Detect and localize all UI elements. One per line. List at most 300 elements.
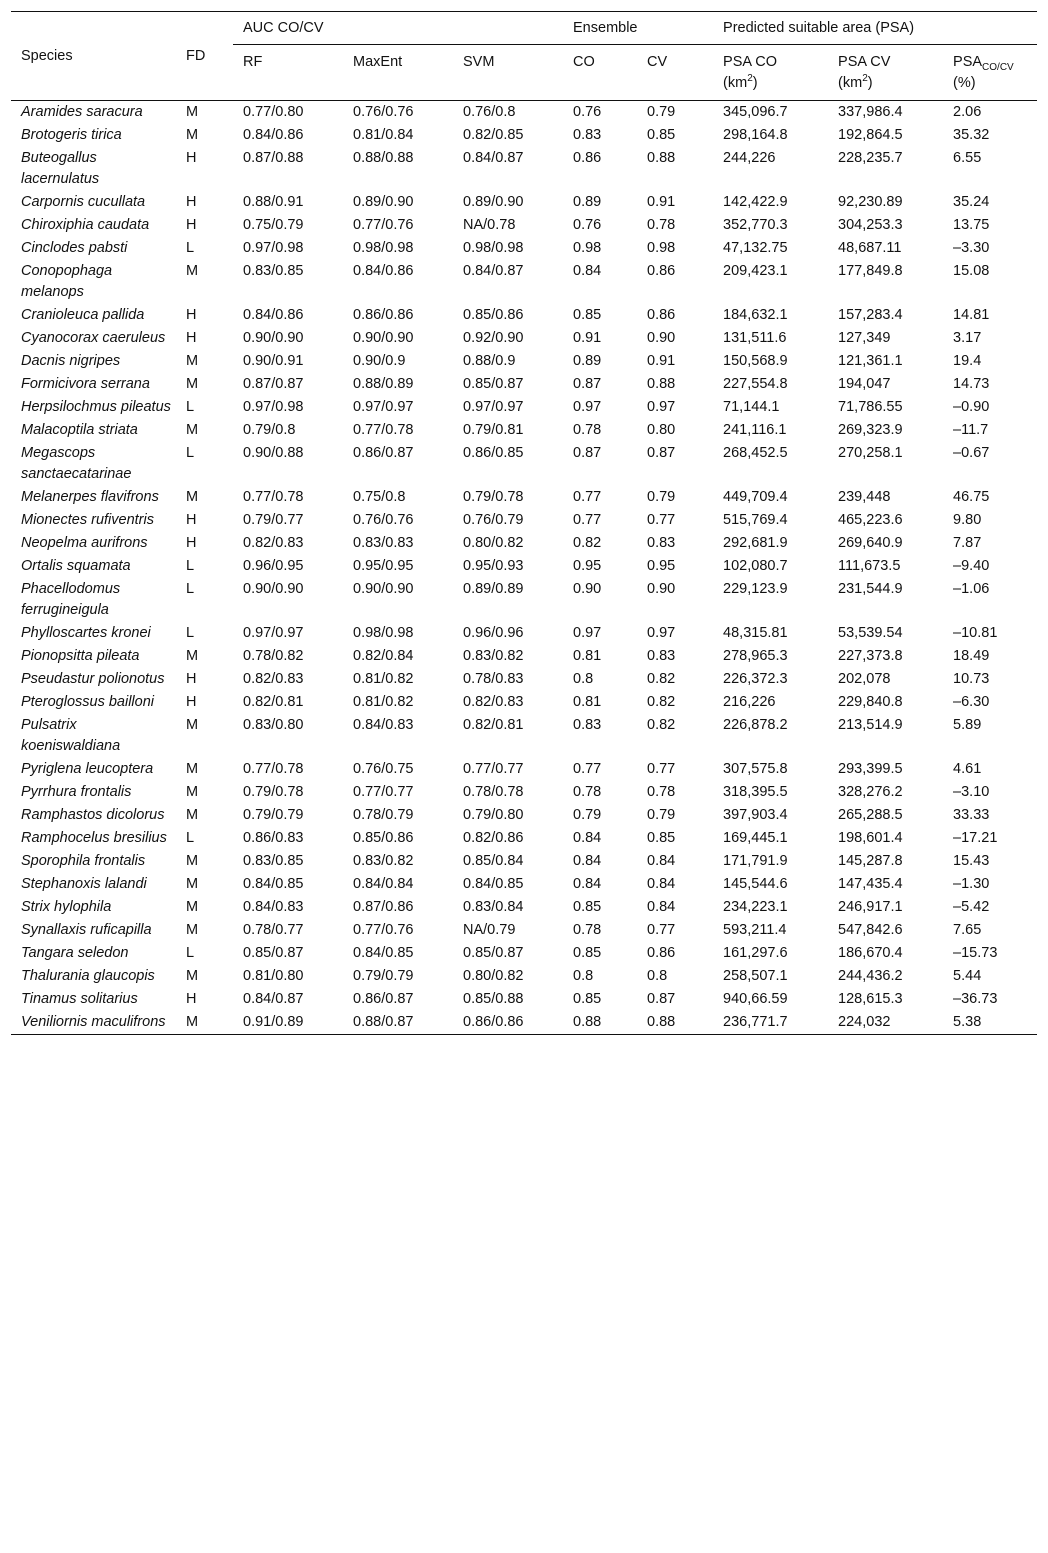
cell-maxent: 0.88/0.89 <box>353 376 414 392</box>
cell-psa-cv: 145,287.8 <box>838 853 903 869</box>
cell-co: 0.97 <box>573 625 602 641</box>
table-row <box>11 260 1037 304</box>
cell-cv: 0.87 <box>647 991 676 1007</box>
cell-fd: H <box>186 671 197 687</box>
cell-cv: 0.79 <box>647 489 676 505</box>
cell-psa-co: 318,395.5 <box>723 784 788 800</box>
cell-psa-co: 161,297.6 <box>723 945 788 961</box>
cell-rf: 0.97/0.98 <box>243 399 304 415</box>
cell-co: 0.77 <box>573 761 602 777</box>
cell-psa-co: 298,164.8 <box>723 127 788 143</box>
cell-psa-co: 169,445.1 <box>723 830 788 846</box>
cell-maxent: 0.84/0.84 <box>353 876 414 892</box>
cell-psa-co: 258,507.1 <box>723 968 788 984</box>
cell-psa-cv: 269,323.9 <box>838 422 903 438</box>
table-row <box>11 691 1037 714</box>
group-header-psa: Predicted suitable area (PSA) <box>713 12 1037 45</box>
cell-psa-pct: 5.38 <box>953 1014 982 1030</box>
cell-maxent: 0.77/0.78 <box>353 422 414 438</box>
cell-fd: H <box>186 150 197 166</box>
cell-svm: 0.76/0.79 <box>463 512 524 528</box>
cell-co: 0.84 <box>573 263 602 279</box>
cell-maxent: 0.76/0.76 <box>353 512 414 528</box>
cell-fd: L <box>186 625 195 641</box>
table-header <box>11 12 1037 101</box>
cell-cv: 0.91 <box>647 353 676 369</box>
col-header-fd: FD <box>186 47 206 64</box>
cell-svm: 0.89/0.89 <box>463 581 524 597</box>
cell-cv: 0.83 <box>647 535 676 551</box>
group-header-auc: AUC CO/CV <box>233 12 563 45</box>
cell-species: Formicivora serrana <box>21 376 150 392</box>
cell-co: 0.82 <box>573 535 602 551</box>
col-header-psa-cv <box>828 45 943 101</box>
cell-svm: 0.82/0.83 <box>463 694 524 710</box>
cell-cv: 0.82 <box>647 694 676 710</box>
cell-rf: 0.84/0.85 <box>243 876 304 892</box>
table-row <box>11 124 1037 147</box>
cell-svm: 0.77/0.77 <box>463 761 524 777</box>
cell-psa-pct: 33.33 <box>953 807 990 823</box>
cell-cv: 0.79 <box>647 104 676 120</box>
cell-psa-co: 307,575.8 <box>723 761 788 777</box>
cell-psa-cv: 111,673.5 <box>838 558 901 574</box>
cell-maxent: 0.88/0.88 <box>353 150 414 166</box>
cell-species: Thalurania glaucopis <box>21 968 155 984</box>
cell-psa-co: 227,554.8 <box>723 376 788 392</box>
cell-psa-pct: –36.73 <box>953 991 998 1007</box>
cell-psa-co: 449,709.4 <box>723 489 788 505</box>
cell-rf: 0.88/0.91 <box>243 194 304 210</box>
cell-svm: NA/0.79 <box>463 922 516 938</box>
cell-fd: L <box>186 581 195 597</box>
cell-psa-cv: 265,288.5 <box>838 807 903 823</box>
table-row <box>11 532 1037 555</box>
cell-fd: H <box>186 535 197 551</box>
cell-rf: 0.96/0.95 <box>243 558 304 574</box>
cell-psa-pct: –1.30 <box>953 876 990 892</box>
cell-cv: 0.77 <box>647 761 676 777</box>
table-row <box>11 850 1037 873</box>
cell-psa-co: 131,511.6 <box>723 330 787 346</box>
col-header-psa-ratio <box>943 45 1037 101</box>
cell-maxent: 0.77/0.76 <box>353 217 414 233</box>
cell-rf: 0.82/0.81 <box>243 694 304 710</box>
cell-svm: 0.85/0.87 <box>463 945 524 961</box>
cell-species: Cinclodes pabsti <box>21 240 128 256</box>
cell-co: 0.8 <box>573 968 594 984</box>
cell-co: 0.97 <box>573 399 602 415</box>
cell-co: 0.86 <box>573 150 602 166</box>
cell-psa-co: 292,681.9 <box>723 535 788 551</box>
cell-species: Pteroglossus bailloni <box>21 694 154 710</box>
cell-psa-cv: 127,349 <box>838 330 891 346</box>
cell-psa-co: 71,144.1 <box>723 399 780 415</box>
cell-species: Chiroxiphia caudata <box>21 217 150 233</box>
cell-psa-co: 278,965.3 <box>723 648 788 664</box>
cell-species: Cyanocorax caeruleus <box>21 330 166 346</box>
cell-svm: 0.84/0.87 <box>463 263 524 279</box>
cell-psa-cv: 239,448 <box>838 489 891 505</box>
cell-fd: M <box>186 104 199 120</box>
cell-fd: M <box>186 922 199 938</box>
cell-cv: 0.77 <box>647 512 676 528</box>
cell-fd: M <box>186 127 199 143</box>
cell-maxent: 0.75/0.8 <box>353 489 406 505</box>
cell-rf: 0.78/0.77 <box>243 922 304 938</box>
table-row <box>11 804 1037 827</box>
cell-cv: 0.83 <box>647 648 676 664</box>
cell-psa-co: 48,315.81 <box>723 625 788 641</box>
cell-fd: L <box>186 558 195 574</box>
table-row <box>11 214 1037 237</box>
cell-psa-cv: 194,047 <box>838 376 891 392</box>
cell-psa-cv: 121,361.1 <box>838 353 903 369</box>
cell-co: 0.84 <box>573 853 602 869</box>
cell-svm: 0.86/0.86 <box>463 1014 524 1030</box>
table-row <box>11 1011 1037 1035</box>
cell-psa-pct: –6.30 <box>953 694 990 710</box>
cell-rf: 0.81/0.80 <box>243 968 304 984</box>
cell-psa-pct: –3.30 <box>953 240 990 256</box>
cell-maxent: 0.90/0.9 <box>353 353 406 369</box>
cell-cv: 0.86 <box>647 263 676 279</box>
cell-psa-cv: 128,615.3 <box>838 991 903 1007</box>
cell-species: Ortalis squamata <box>21 558 131 574</box>
cell-psa-cv: 304,253.3 <box>838 217 903 233</box>
cell-species: Carpornis cucullata <box>21 194 146 210</box>
cell-svm: 0.80/0.82 <box>463 535 524 551</box>
cell-psa-co: 940,66.59 <box>723 991 788 1007</box>
cell-psa-cv: 328,276.2 <box>838 784 903 800</box>
cell-rf: 0.91/0.89 <box>243 1014 304 1030</box>
cell-species: Conopophaga melanops <box>21 263 113 300</box>
cell-species: Sporophila frontalis <box>21 853 146 869</box>
cell-fd: H <box>186 217 197 233</box>
table-row <box>11 442 1037 486</box>
unit-pre: (km <box>838 75 863 91</box>
cell-cv: 0.91 <box>647 194 676 210</box>
cell-fd: M <box>186 717 199 733</box>
cell-rf: 0.90/0.90 <box>243 581 304 597</box>
cell-psa-co: 142,422.9 <box>723 194 788 210</box>
cell-psa-co: 216,226 <box>723 694 776 710</box>
cell-maxent: 0.84/0.85 <box>353 945 414 961</box>
cell-psa-pct: 9.80 <box>953 512 982 528</box>
table-row <box>11 327 1037 350</box>
cell-psa-pct: 14.73 <box>953 376 990 392</box>
cell-svm: 0.85/0.88 <box>463 991 524 1007</box>
cell-co: 0.83 <box>573 127 602 143</box>
cell-cv: 0.98 <box>647 240 676 256</box>
table-row <box>11 645 1037 668</box>
cell-maxent: 0.90/0.90 <box>353 581 414 597</box>
cell-maxent: 0.77/0.77 <box>353 784 414 800</box>
cell-rf: 0.85/0.87 <box>243 945 304 961</box>
cell-psa-pct: 18.49 <box>953 648 990 664</box>
cell-co: 0.85 <box>573 307 602 323</box>
cell-fd: M <box>186 422 199 438</box>
cell-psa-co: 515,769.4 <box>723 512 788 528</box>
cell-fd: M <box>186 489 199 505</box>
cell-co: 0.91 <box>573 330 602 346</box>
cell-psa-pct: 35.24 <box>953 194 990 210</box>
cell-psa-pct: 19.4 <box>953 353 982 369</box>
col-header-cv: CV <box>647 54 668 70</box>
table-row <box>11 101 1037 125</box>
cell-species: Pyriglena leucoptera <box>21 761 154 777</box>
cell-fd: L <box>186 945 195 961</box>
cell-species: Pyrrhura frontalis <box>21 784 132 800</box>
cell-species: Veniliornis maculifrons <box>21 1014 166 1030</box>
cell-psa-co: 234,223.1 <box>723 899 788 915</box>
cell-maxent: 0.81/0.82 <box>353 671 414 687</box>
cell-cv: 0.84 <box>647 899 676 915</box>
cell-cv: 0.88 <box>647 1014 676 1030</box>
cell-fd: H <box>186 694 197 710</box>
unit-sup: 2 <box>862 73 868 85</box>
cell-svm: 0.85/0.87 <box>463 376 524 392</box>
table-container <box>11 11 1037 1035</box>
cell-psa-pct: 10.73 <box>953 671 990 687</box>
cell-cv: 0.87 <box>647 445 676 461</box>
cell-rf: 0.87/0.88 <box>243 150 304 166</box>
cell-svm: 0.85/0.84 <box>463 853 524 869</box>
cell-fd: M <box>186 807 199 823</box>
cell-species: Dacnis nigripes <box>21 353 121 369</box>
cell-psa-cv: 71,786.55 <box>838 399 903 415</box>
cell-species: Malacoptila striata <box>21 422 138 438</box>
cell-svm: 0.84/0.85 <box>463 876 524 892</box>
cell-maxent: 0.81/0.84 <box>353 127 414 143</box>
col-header-maxent: MaxEnt <box>353 54 403 70</box>
cell-species: Ramphocelus bresilius <box>21 830 167 846</box>
cell-rf: 0.83/0.85 <box>243 263 304 279</box>
table-row <box>11 965 1037 988</box>
cell-species: Buteogallus lacernulatus <box>21 150 100 187</box>
cell-maxent: 0.83/0.83 <box>353 535 414 551</box>
cell-svm: 0.96/0.96 <box>463 625 524 641</box>
cell-fd: M <box>186 968 199 984</box>
cell-psa-pct: 5.44 <box>953 968 982 984</box>
table-body <box>11 101 1037 1035</box>
cell-rf: 0.78/0.82 <box>243 648 304 664</box>
cell-rf: 0.79/0.8 <box>243 422 296 438</box>
cell-co: 0.83 <box>573 717 602 733</box>
cell-psa-cv: 269,640.9 <box>838 535 903 551</box>
cell-svm: 0.85/0.86 <box>463 307 524 323</box>
cell-cv: 0.85 <box>647 127 676 143</box>
cell-species: Phylloscartes kronei <box>21 625 151 641</box>
cell-psa-cv: 231,544.9 <box>838 581 903 597</box>
cell-fd: M <box>186 899 199 915</box>
cell-fd: M <box>186 648 199 664</box>
cell-svm: 0.78/0.83 <box>463 671 524 687</box>
cell-co: 0.89 <box>573 194 602 210</box>
cell-psa-co: 226,878.2 <box>723 717 788 733</box>
cell-psa-co: 244,226 <box>723 150 776 166</box>
cell-svm: 0.83/0.82 <box>463 648 524 664</box>
cell-psa-pct: –17.21 <box>953 830 998 846</box>
table-row <box>11 714 1037 758</box>
cell-species: Aramides saracura <box>21 104 143 120</box>
cell-co: 0.88 <box>573 1014 602 1030</box>
cell-rf: 0.84/0.86 <box>243 307 304 323</box>
cell-rf: 0.97/0.97 <box>243 625 304 641</box>
unit-sup: 2 <box>747 73 753 85</box>
cell-psa-cv: 337,986.4 <box>838 104 903 120</box>
cell-maxent: 0.87/0.86 <box>353 899 414 915</box>
cell-cv: 0.8 <box>647 968 668 984</box>
cell-rf: 0.90/0.90 <box>243 330 304 346</box>
cell-psa-cv: 198,601.4 <box>838 830 903 846</box>
cell-psa-cv: 547,842.6 <box>838 922 903 938</box>
psa-ratio-main: PSA <box>953 54 983 70</box>
table-row <box>11 237 1037 260</box>
cell-co: 0.85 <box>573 991 602 1007</box>
cell-psa-co: 145,544.6 <box>723 876 788 892</box>
cell-psa-cv: 270,258.1 <box>838 445 903 461</box>
cell-species: Megascops sanctaecatarinae <box>21 445 132 482</box>
table-row <box>11 555 1037 578</box>
cell-fd: M <box>186 263 199 279</box>
cell-species: Cranioleuca pallida <box>21 307 145 323</box>
cell-maxent: 0.84/0.86 <box>353 263 414 279</box>
cell-rf: 0.79/0.78 <box>243 784 304 800</box>
cell-maxent: 0.86/0.87 <box>353 991 414 1007</box>
psa-cv-label: PSA CV <box>838 54 891 70</box>
cell-maxent: 0.79/0.79 <box>353 968 414 984</box>
cell-svm: 0.76/0.8 <box>463 104 516 120</box>
table-row <box>11 668 1037 691</box>
cell-maxent: 0.81/0.82 <box>353 694 414 710</box>
cell-fd: H <box>186 194 197 210</box>
cell-fd: H <box>186 991 197 1007</box>
cell-cv: 0.88 <box>647 150 676 166</box>
cell-rf: 0.84/0.83 <box>243 899 304 915</box>
table-row <box>11 942 1037 965</box>
cell-co: 0.77 <box>573 489 602 505</box>
table-row <box>11 988 1037 1011</box>
cell-species: Strix hylophila <box>21 899 112 915</box>
table-row <box>11 578 1037 622</box>
cell-maxent: 0.97/0.97 <box>353 399 414 415</box>
cell-species: Brotogeris tirica <box>21 127 122 143</box>
cell-species: Ramphastos dicolorus <box>21 807 165 823</box>
table-row <box>11 304 1037 327</box>
cell-co: 0.81 <box>573 648 602 664</box>
cell-svm: 0.79/0.80 <box>463 807 524 823</box>
cell-cv: 0.90 <box>647 330 676 346</box>
cell-cv: 0.82 <box>647 717 676 733</box>
cell-psa-cv: 157,283.4 <box>838 307 903 323</box>
cell-cv: 0.90 <box>647 581 676 597</box>
cell-svm: 0.79/0.78 <box>463 489 524 505</box>
cell-rf: 0.90/0.88 <box>243 445 304 461</box>
cell-psa-pct: 2.06 <box>953 104 982 120</box>
cell-psa-pct: –0.67 <box>953 445 990 461</box>
cell-rf: 0.90/0.91 <box>243 353 304 369</box>
cell-fd: L <box>186 240 195 256</box>
cell-maxent: 0.76/0.75 <box>353 761 414 777</box>
cell-rf: 0.86/0.83 <box>243 830 304 846</box>
cell-fd: M <box>186 853 199 869</box>
cell-psa-pct: –1.06 <box>953 581 990 597</box>
cell-species: Stephanoxis lalandi <box>21 876 147 892</box>
col-header-co: CO <box>573 54 595 70</box>
cell-psa-co: 209,423.1 <box>723 263 788 279</box>
cell-rf: 0.77/0.78 <box>243 761 304 777</box>
cell-fd: M <box>186 376 199 392</box>
cell-svm: 0.82/0.85 <box>463 127 524 143</box>
cell-rf: 0.97/0.98 <box>243 240 304 256</box>
cell-co: 0.85 <box>573 945 602 961</box>
cell-cv: 0.86 <box>647 307 676 323</box>
cell-psa-pct: –0.90 <box>953 399 990 415</box>
table-row <box>11 622 1037 645</box>
cell-psa-pct: –10.81 <box>953 625 998 641</box>
cell-cv: 0.86 <box>647 945 676 961</box>
cell-svm: 0.82/0.81 <box>463 717 524 733</box>
cell-rf: 0.79/0.77 <box>243 512 304 528</box>
cell-psa-pct: –9.40 <box>953 558 990 574</box>
cell-svm: 0.82/0.86 <box>463 830 524 846</box>
cell-co: 0.79 <box>573 807 602 823</box>
cell-fd: M <box>186 876 199 892</box>
cell-species: Herpsilochmus pileatus <box>21 399 171 415</box>
cell-psa-co: 352,770.3 <box>723 217 788 233</box>
cell-co: 0.84 <box>573 876 602 892</box>
cell-maxent: 0.98/0.98 <box>353 625 414 641</box>
cell-cv: 0.82 <box>647 671 676 687</box>
cell-maxent: 0.88/0.87 <box>353 1014 414 1030</box>
table-row <box>11 827 1037 850</box>
psa-ratio-sub: CO/CV <box>982 61 1014 73</box>
cell-species: Pulsatrix koeniswaldiana <box>21 717 121 754</box>
table-row <box>11 758 1037 781</box>
cell-species: Pionopsitta pileata <box>21 648 140 664</box>
table-row <box>11 873 1037 896</box>
cell-psa-cv: 293,399.5 <box>838 761 903 777</box>
cell-psa-cv: 228,235.7 <box>838 150 903 166</box>
table-row <box>11 350 1037 373</box>
cell-cv: 0.78 <box>647 784 676 800</box>
cell-co: 0.8 <box>573 671 594 687</box>
cell-cv: 0.84 <box>647 876 676 892</box>
cell-psa-pct: 46.75 <box>953 489 990 505</box>
cell-species: Phacellodomus ferrugineigula <box>21 581 121 618</box>
table-row <box>11 896 1037 919</box>
cell-psa-pct: 15.08 <box>953 263 990 279</box>
cell-maxent: 0.76/0.76 <box>353 104 414 120</box>
cell-psa-co: 236,771.7 <box>723 1014 788 1030</box>
cell-rf: 0.82/0.83 <box>243 535 304 551</box>
cell-co: 0.77 <box>573 512 602 528</box>
cell-rf: 0.77/0.78 <box>243 489 304 505</box>
cell-svm: 0.88/0.9 <box>463 353 516 369</box>
cell-fd: L <box>186 445 195 461</box>
cell-cv: 0.85 <box>647 830 676 846</box>
col-header-psa-co <box>713 45 828 101</box>
cell-psa-cv: 202,078 <box>838 671 891 687</box>
psa-co-label: PSA CO <box>723 54 778 70</box>
col-header-svm: SVM <box>463 54 495 70</box>
cell-psa-pct: 4.61 <box>953 761 982 777</box>
cell-species: Melanerpes flavifrons <box>21 489 159 505</box>
cell-species: Neopelma aurifrons <box>21 535 148 551</box>
cell-svm: 0.95/0.93 <box>463 558 524 574</box>
cell-psa-cv: 53,539.54 <box>838 625 903 641</box>
